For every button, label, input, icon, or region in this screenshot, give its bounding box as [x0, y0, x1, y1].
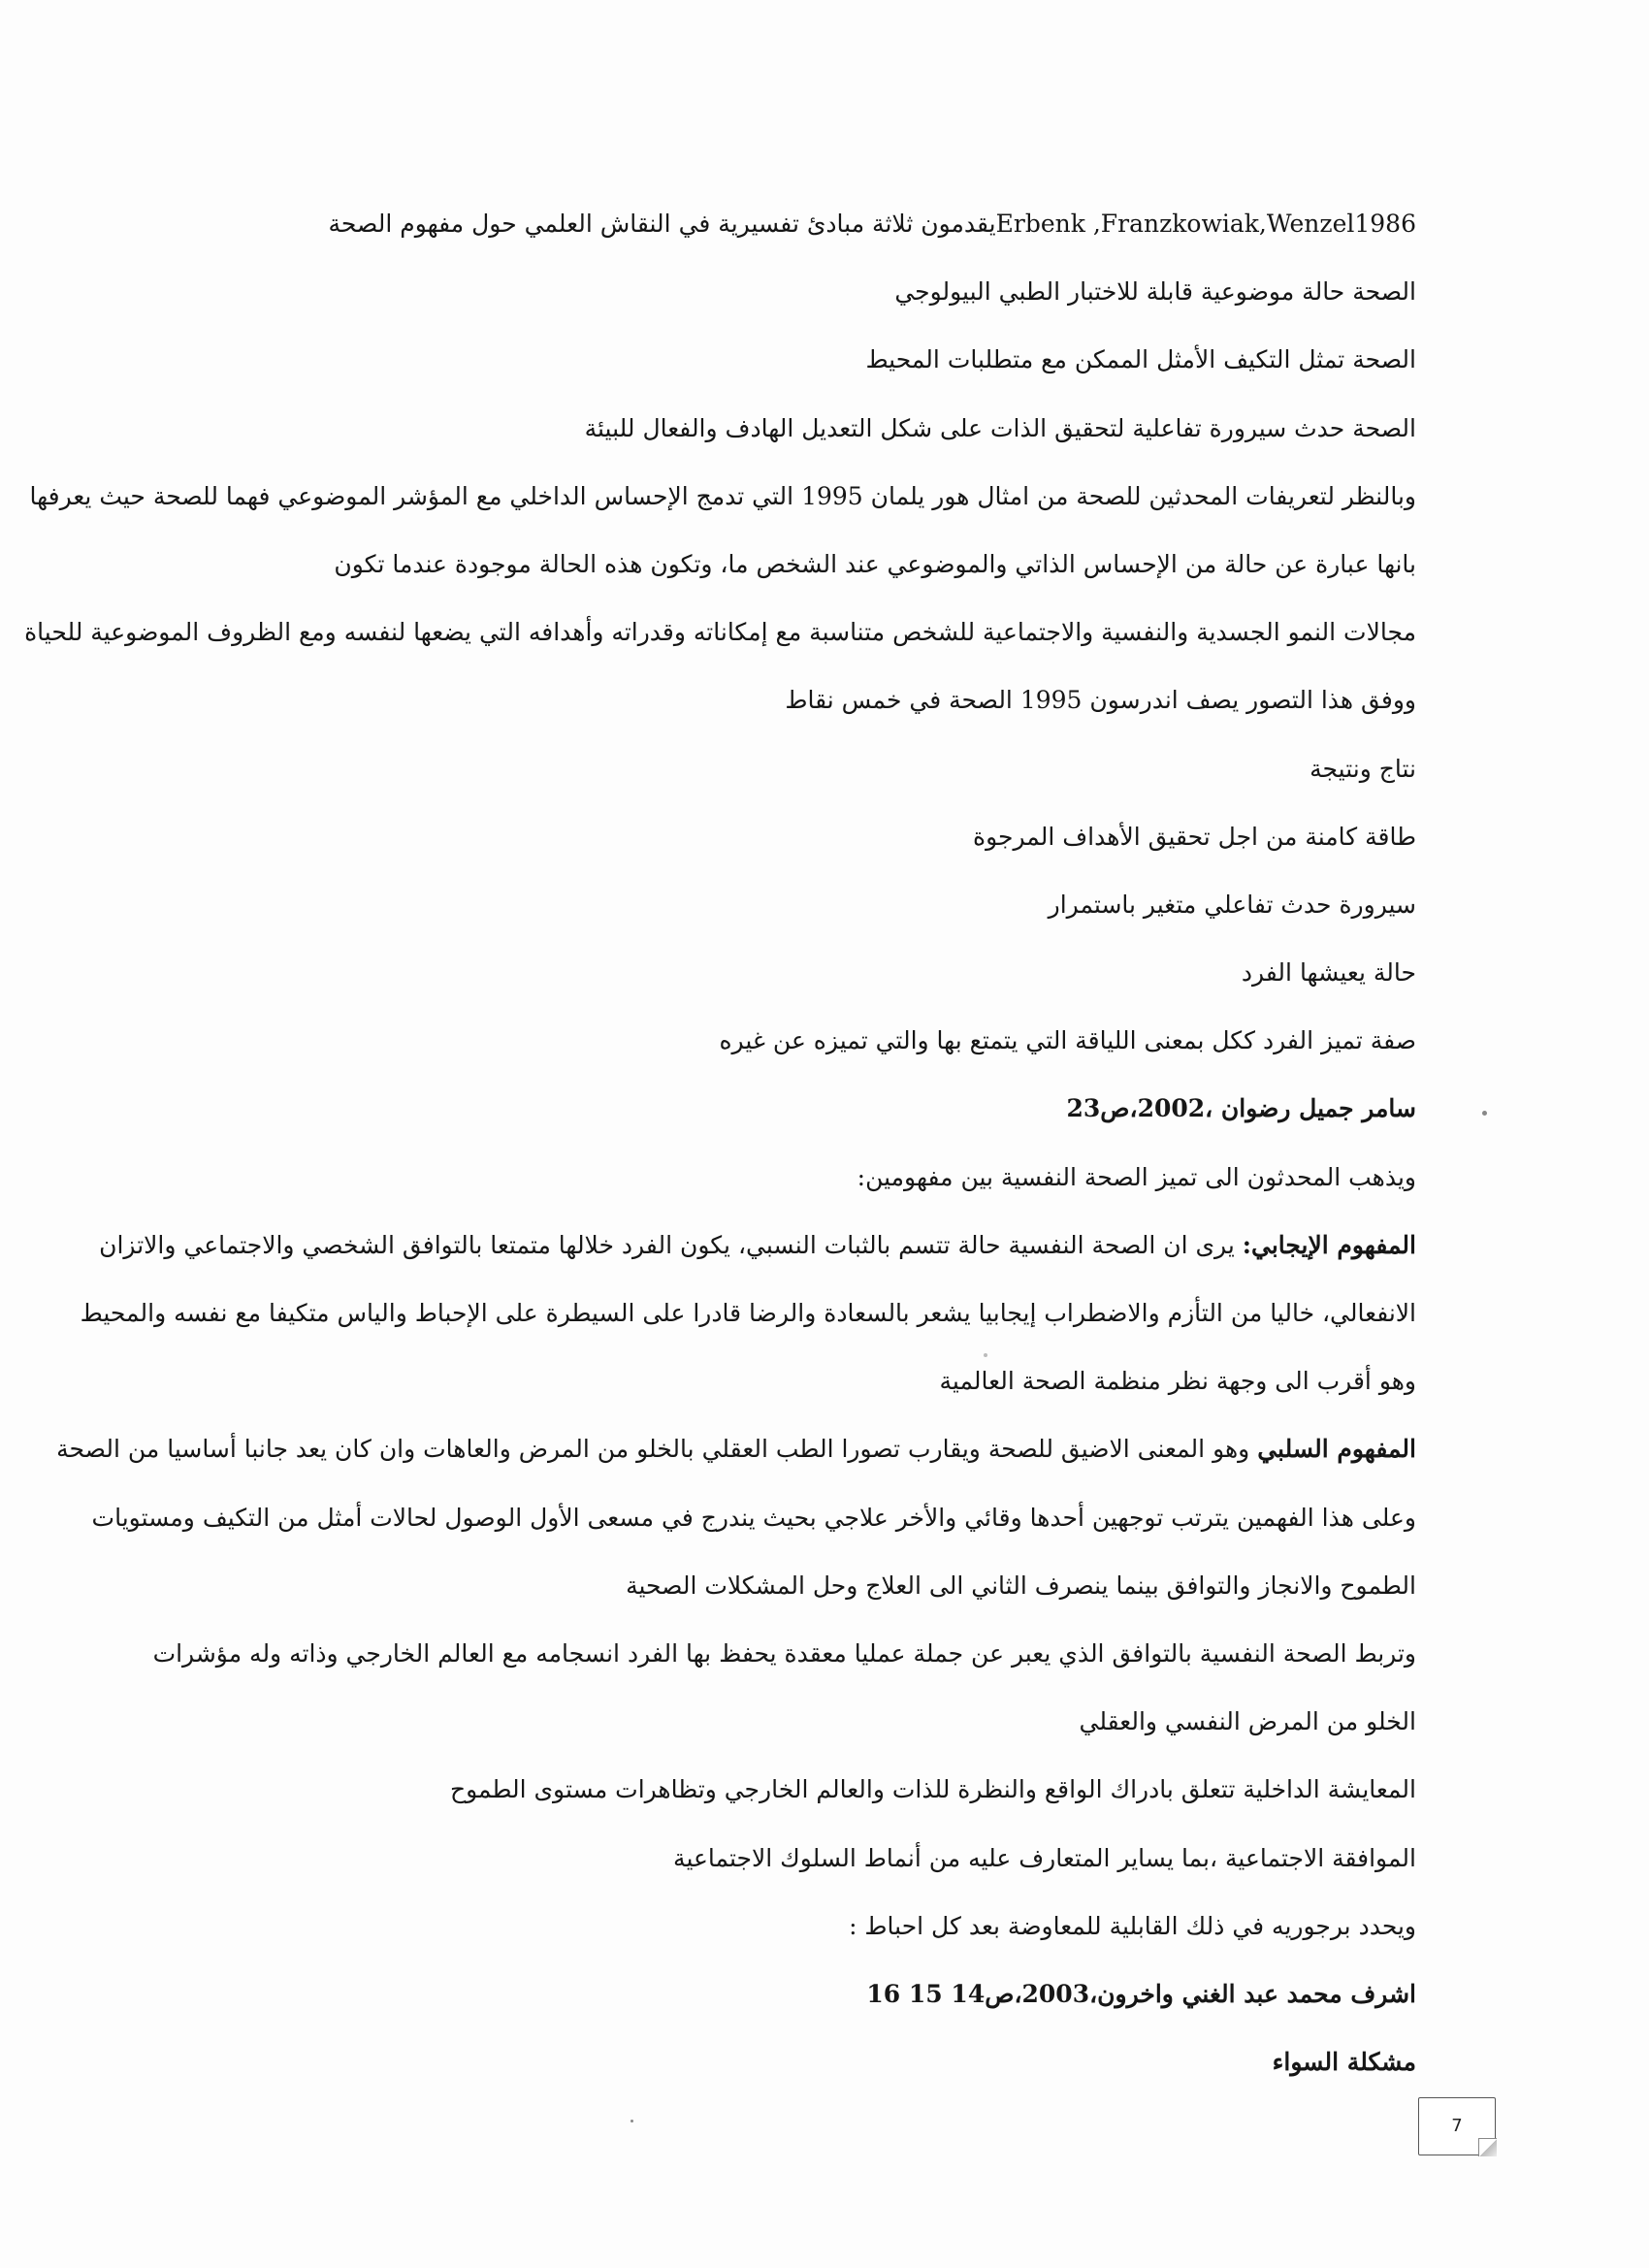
- line-text: صفة تميز الفرد ككل بمعنى اللياقة التي يتمتع بها والتي تميزه عن غيره: [719, 1026, 1416, 1055]
- line-text: يقدمون ثلاثة مبادئ تفسيرية في النقاش العلمي حول مفهوم الصحة: [328, 210, 996, 238]
- line-text: الموافقة الاجتماعية ،بما يساير المتعارف عليه من أنماط السلوك الاجتماعية: [673, 1843, 1416, 1872]
- line-text: الصحة حالة موضوعية قابلة للاختبار الطبي البيولوجي: [894, 277, 1416, 307]
- line-text: الخلو من المرض النفسي والعقلي: [1079, 1707, 1416, 1736]
- line-text: بانها عبارة عن حالة من الإحساس الذاتي والموضوعي عند الشخص ما، وتكون هذه الحالة موجودة عندما تكون: [334, 549, 1416, 578]
- concept-term: المفهوم السلبي: [1257, 1435, 1416, 1464]
- text-line: [291, 666, 1416, 734]
- latin-author-names: Erbenk ,Franzkowiak,Wenzel1986: [995, 210, 1416, 238]
- line-text: ويذهب المحدثون الى تميز الصحة النفسية بين مفهومين:: [857, 1162, 1416, 1191]
- text-line: [291, 1960, 1416, 2028]
- line-text: وهو أقرب الى وجهة نظر منظمة الصحة العالمية: [939, 1367, 1416, 1396]
- line-text: وهو المعنى الاضيق للصحة ويقارب تصورا الطب العقلي بالخلو من المرض والعاهات وان كان يعد جانبا أساسيا من الصحة: [56, 1435, 1258, 1464]
- text-line: [291, 1756, 1416, 1824]
- line-text: يرى ان الصحة النفسية حالة تتسم بالثبات النسبي، يكون الفرد خلالها متمتعا بالتوافق الشخصي والاجتماعي والاتزان: [99, 1230, 1243, 1259]
- line-text: الصحة تمثل التكيف الأمثل الممكن مع متطلبات المحيط: [865, 345, 1416, 374]
- document-body: [24, 190, 1416, 2096]
- text-line: [291, 939, 1416, 1007]
- concept-term: المفهوم الإيجابي:: [1242, 1230, 1416, 1259]
- text-line: [291, 1347, 1416, 1415]
- text-line: [291, 1825, 1416, 1893]
- line-text: مجالات النمو الجسدية والنفسية والاجتماعية للشخص متناسبة مع إمكاناته وقدراته وأهدافه التي يضعها لنفسه ومع الظروف الموضوعية للحياة: [24, 618, 1416, 647]
- text-line: [80, 1280, 1416, 1347]
- line-text: اشرف محمد عبد الغني واخرون،2003،ص14 15 16: [866, 1979, 1416, 2008]
- text-line: [91, 1484, 1416, 1552]
- line-text: وعلى هذا الفهمين يترتب توجهين أحدها وقائي والأخر علاجي بحيث يندرج في مسعى الأول الوصول لحالات أمثل من التكيف ومستويات: [91, 1503, 1416, 1532]
- line-text: نتاج ونتيجة: [1310, 754, 1416, 783]
- text-line: [291, 2028, 1416, 2096]
- line-text: المعايشة الداخلية تتعلق بادراك الواقع والنظرة للذات والعالم الخارجي وتظاهرات مستوى الطموح: [449, 1775, 1416, 1804]
- text-line: [29, 463, 1416, 531]
- line-text: وتربط الصحة النفسية بالتوافق الذي يعبر عن جملة عمليا معقدة يحفظ بها الفرد انسجامه مع العالم الخارجي وذاته وله مؤشرات: [152, 1638, 1416, 1668]
- line-text: مشكلة السواء: [1272, 2048, 1416, 2077]
- text-line: [291, 326, 1416, 394]
- text-line: [152, 1620, 1416, 1688]
- text-line: [291, 1007, 1416, 1075]
- text-line: [291, 803, 1416, 871]
- text-line: [291, 1552, 1416, 1620]
- text-line: [56, 1415, 1416, 1483]
- text-line: [24, 599, 1416, 666]
- text-line: [291, 531, 1416, 599]
- text-line: [99, 1212, 1416, 1280]
- line-text: الصحة حدث سيرورة تفاعلية لتحقيق الذات على شكل التعديل الهادف والفعال للبيئة: [584, 413, 1416, 442]
- line-text: سيرورة حدث تفاعلي متغير باستمرار: [1048, 890, 1416, 919]
- scan-speck: [1482, 1111, 1487, 1116]
- text-line: [291, 1893, 1416, 1960]
- text-line: [291, 735, 1416, 803]
- line-text: الطموح والانجاز والتوافق بينما ينصرف الثاني الى العلاج وحل المشكلات الصحية: [626, 1571, 1416, 1600]
- line-text: الانفعالي، خاليا من التأزم والاضطراب إيجابيا يشعر بالسعادة والرضا قادرا على السيطرة على الإحباط والياس متكيفا مع نفسه والمحيط: [80, 1299, 1416, 1327]
- line-text: وبالنظر لتعريفات المحدثين للصحة من امثال هور يلمان 1995 التي تدمج الإحساس الداخلي مع المؤشر الموضوعي فهما للصحة حيث يعرفها: [29, 481, 1416, 510]
- text-line: [291, 871, 1416, 939]
- page-number: 7: [1418, 2097, 1496, 2155]
- scan-speck: [984, 1353, 987, 1357]
- scan-speck: [630, 2120, 633, 2122]
- line-text: سامر جميل رضوان ،2002،ص23: [1066, 1094, 1416, 1123]
- line-text: حالة يعيشها الفرد: [1241, 958, 1416, 988]
- text-line: [291, 1075, 1416, 1143]
- text-line: [291, 1688, 1416, 1756]
- text-line: [291, 258, 1416, 326]
- text-line: [291, 395, 1416, 463]
- line-text: ويحدد برجوريه في ذلك القابلية للمعاوضة بعد كل احباط :: [849, 1911, 1416, 1940]
- text-line: [291, 1144, 1416, 1212]
- line-text: ووفق هذا التصور يصف اندرسون 1995 الصحة في خمس نقاط: [785, 686, 1416, 715]
- text-line: [291, 190, 1416, 258]
- line-text: طاقة كامنة من اجل تحقيق الأهداف المرجوة: [973, 822, 1416, 851]
